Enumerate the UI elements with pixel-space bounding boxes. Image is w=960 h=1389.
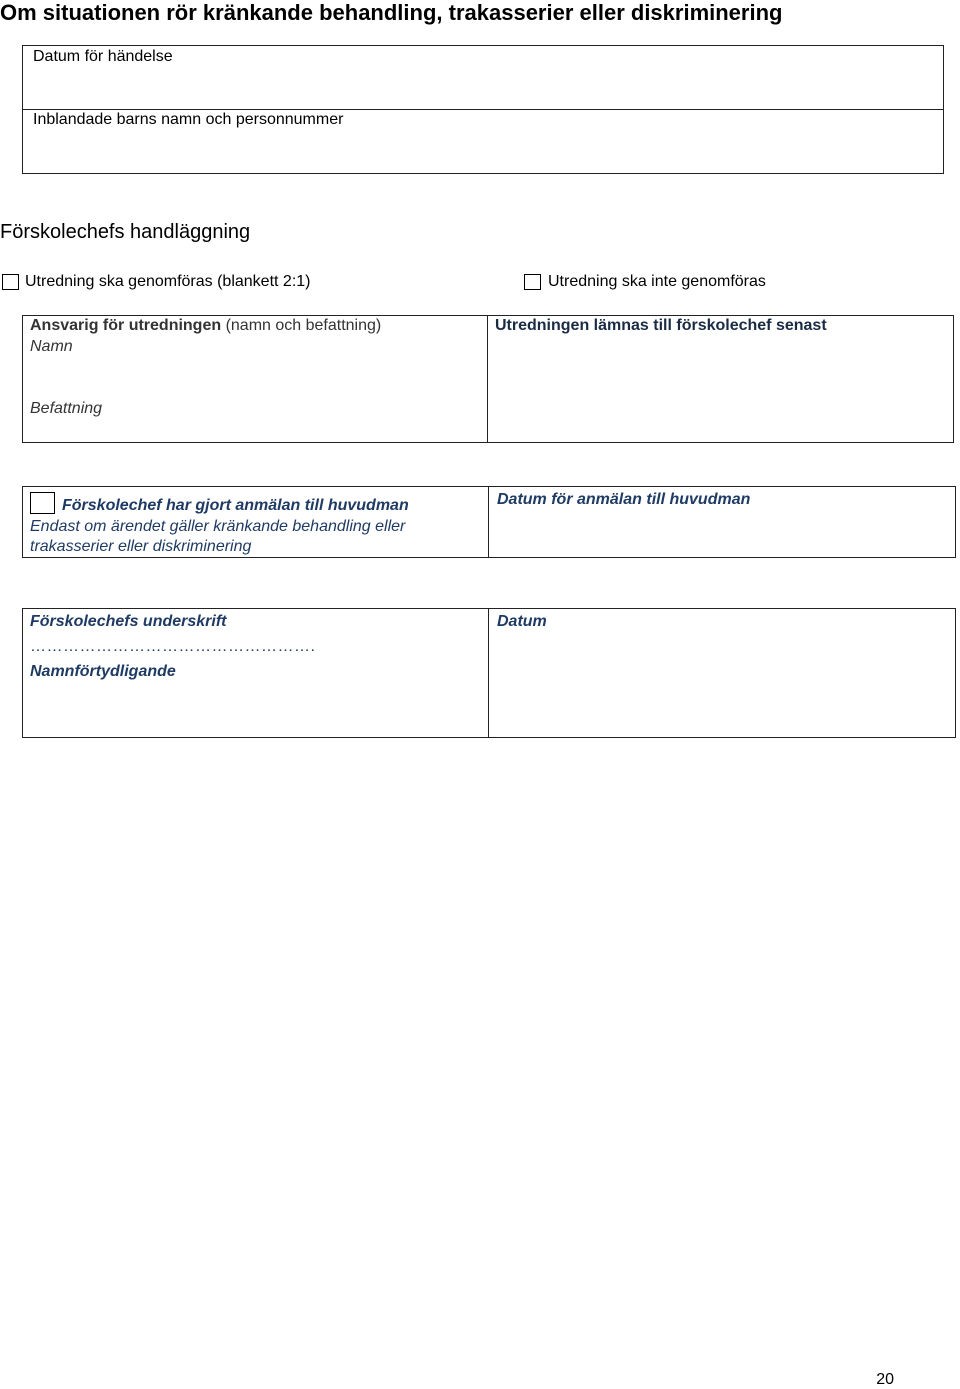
- report-divider: [488, 486, 489, 558]
- handling-heading: Förskolechefs handläggning: [0, 221, 251, 243]
- investigation-yes-label: Utredning ska genomföras (blankett 2:1): [25, 273, 311, 290]
- report-checkbox-label: Förskolechef har gjort anmälan till huvudman: [62, 497, 409, 514]
- responsible-label-bold: Ansvarig för utredningen: [30, 317, 222, 334]
- children-names-label: Inblandade barns namn och personnummer: [33, 111, 344, 128]
- report-note-line1: Endast om ärendet gäller kränkande behandling eller: [30, 518, 406, 535]
- signature-date-label: Datum: [497, 613, 547, 630]
- page-number: 20: [876, 1371, 894, 1388]
- signature-line[interactable]: …………………………………………….: [30, 638, 316, 655]
- incident-divider: [23, 109, 943, 110]
- children-names-field[interactable]: [22, 134, 944, 172]
- responsible-label: [30, 317, 381, 335]
- responsible-divider: [487, 315, 488, 443]
- name-clarification-label: Namnförtydligande: [30, 663, 176, 680]
- signature-divider: [488, 608, 489, 738]
- deadline-label: Utredningen lämnas till förskolechef senast: [495, 317, 827, 334]
- signature-label: Förskolechefs underskrift: [30, 613, 227, 630]
- name-label: Namn: [30, 338, 73, 355]
- responsible-label-rest: (namn och befattning): [225, 317, 382, 334]
- incident-date-field[interactable]: [22, 70, 944, 108]
- position-label: Befattning: [30, 400, 103, 417]
- page-title: Om situationen rör kränkande behandling, trakasserier eller diskriminering: [0, 0, 783, 25]
- report-date-label: Datum för anmälan till huvudman: [497, 491, 751, 508]
- report-checkbox[interactable]: [30, 492, 55, 514]
- investigation-no-label: Utredning ska inte genomföras: [548, 273, 766, 290]
- report-note-line2: trakasserier eller diskriminering: [30, 538, 252, 555]
- investigation-no-checkbox[interactable]: [524, 274, 541, 290]
- investigation-yes-checkbox[interactable]: [2, 274, 19, 290]
- incident-date-label: Datum för händelse: [33, 48, 173, 65]
